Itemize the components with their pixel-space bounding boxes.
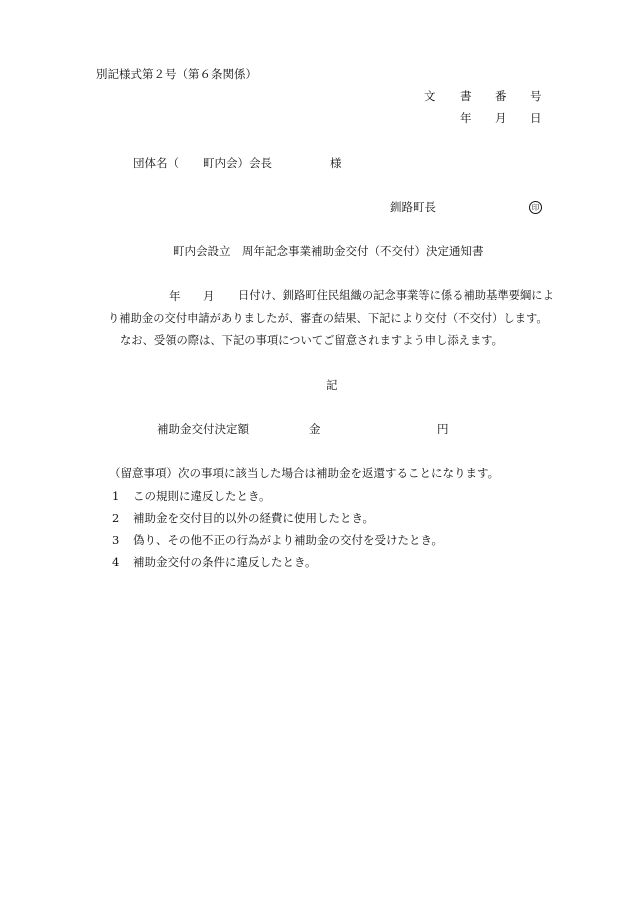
doc-number-char-ban: 番 (495, 89, 507, 103)
doc-number-char-sho: 書 (460, 89, 472, 103)
note-item-number: 4 (112, 555, 120, 569)
addressee-honorific: 様 (330, 156, 342, 170)
note-item-text: 補助金交付の条件に違反したとき。 (133, 555, 317, 569)
doc-number-char-bun: 文 (424, 89, 436, 103)
seal-mark: 印 (529, 201, 542, 214)
amount-yen: 円 (437, 422, 449, 436)
body-line-1: 日付け、釧路町住民組織の記念事業等に係る補助基準要綱によ (238, 289, 554, 302)
document-title: 町内会設立 周年記念事業補助金交付（不交付）決定通知書 (173, 244, 484, 258)
date-month-label: 月 (495, 111, 507, 125)
body-line-3: なお、受領の際は、下記の事項についてご留意されますよう申し添えます。 (120, 334, 503, 347)
notes-heading: （留意事項）次の事項に該当した場合は補助金を返還することになります。 (109, 466, 500, 480)
ki-heading: 記 (326, 378, 338, 392)
body-line-2: り補助金の交付申請がありましたが、審査の結果、下記により交付（不交付）します。 (108, 312, 548, 325)
note-item-number: 3 (112, 533, 120, 547)
note-item-number: 1 (112, 489, 120, 503)
note-item-text: 偽り、その他不正の行為がより補助金の交付を受けたとき。 (133, 533, 444, 547)
note-item-text: 補助金を交付目的以外の経費に使用したとき。 (133, 511, 375, 525)
amount-label: 補助金交付決定額 (157, 422, 249, 436)
form-label: 別記様式第２号（第６条関係） (96, 67, 257, 81)
body-date-month: 月 (203, 289, 215, 303)
body-date-year: 年 (169, 289, 181, 303)
note-item-number: 2 (112, 511, 120, 525)
sender-name: 釧路町長 (390, 200, 436, 214)
note-item-text: この規則に違反したとき。 (133, 489, 271, 503)
addressee-org: 町内会）会長 (203, 156, 272, 170)
amount-kin: 金 (309, 422, 321, 436)
addressee-prefix: 団体名（ (133, 156, 179, 170)
doc-number-char-go: 号 (530, 89, 542, 103)
date-year-label: 年 (460, 111, 472, 125)
date-day-label: 日 (530, 111, 542, 125)
